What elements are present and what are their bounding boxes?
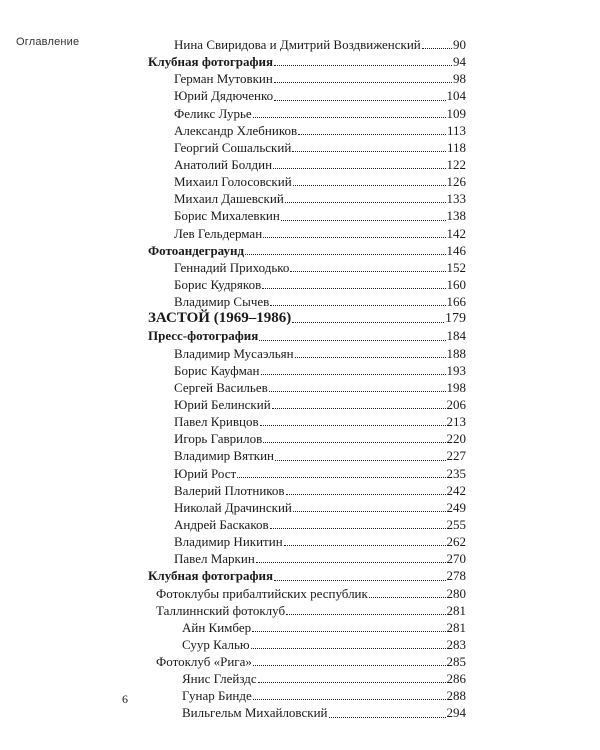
toc-entry-title: Нина Свиридова и Дмитрий Воздвиженский xyxy=(174,37,421,52)
toc-entry-page: 122 xyxy=(446,156,466,172)
toc-entry xyxy=(148,413,466,430)
toc-entry-title: Георгий Сошальский xyxy=(174,139,292,155)
toc-entry-page: 193 xyxy=(446,362,466,378)
toc-entry xyxy=(148,430,466,447)
toc-entry xyxy=(148,87,466,104)
toc-entry-page: 227 xyxy=(446,448,466,464)
toc-entry-title: Фотоклубы прибалтийских республик xyxy=(156,585,368,601)
toc-entry-page: 249 xyxy=(446,499,466,515)
toc-entry-page: 262 xyxy=(446,534,466,550)
toc-entry-page: 288 xyxy=(446,688,466,704)
toc-entry xyxy=(148,687,466,704)
dot-leader xyxy=(252,631,445,632)
toc-entry xyxy=(148,36,466,53)
toc-entry-title: Павел Маркин xyxy=(174,551,255,567)
dot-leader xyxy=(275,460,446,461)
toc-entry-title: Владимир Вяткин xyxy=(174,448,274,464)
toc-entry xyxy=(148,293,466,310)
toc-entry xyxy=(148,550,466,567)
dot-leader xyxy=(260,425,446,426)
dot-leader xyxy=(272,408,446,409)
dot-leader xyxy=(251,648,446,649)
toc-entry xyxy=(148,122,466,139)
toc-entry-page: 146 xyxy=(446,242,466,258)
toc-entry-page: 142 xyxy=(446,225,466,241)
toc-entry-title: Фотоклуб «Рига» xyxy=(156,654,252,670)
dot-leader xyxy=(273,168,445,169)
toc-entry-title: Вильгельм Михайловский xyxy=(182,705,328,721)
dot-leader xyxy=(284,545,446,546)
toc-entry-page: 255 xyxy=(446,516,466,532)
toc-entry-page: 166 xyxy=(446,294,466,310)
toc-entry-page: 160 xyxy=(446,276,466,292)
toc-entry xyxy=(148,482,466,499)
toc-entry xyxy=(148,310,466,327)
dot-leader xyxy=(292,322,444,323)
toc-entry-page: 118 xyxy=(446,139,466,155)
dot-leader xyxy=(253,117,446,118)
toc-entry-page: 278 xyxy=(446,568,466,584)
dot-leader xyxy=(293,185,446,186)
toc-entry xyxy=(148,396,466,413)
toc-entry xyxy=(148,139,466,156)
toc-entry-page: 285 xyxy=(446,654,466,670)
dot-leader xyxy=(269,391,446,392)
toc-entry xyxy=(148,704,466,721)
toc-entry xyxy=(148,379,466,396)
toc-entry xyxy=(148,533,466,550)
dot-leader xyxy=(261,374,446,375)
toc-entry-page: 281 xyxy=(446,602,466,618)
toc-entry-page: 242 xyxy=(446,482,466,498)
toc-entry xyxy=(148,345,466,362)
toc-entry-page: 138 xyxy=(446,208,466,224)
toc-entry xyxy=(148,567,466,584)
toc-entry xyxy=(148,276,466,293)
toc-entry xyxy=(148,105,466,122)
toc-entry xyxy=(148,259,466,276)
toc-entry-page: 179 xyxy=(445,311,466,327)
toc-entry-page: 283 xyxy=(446,636,466,652)
toc-entry-title: Пресс-фотография xyxy=(148,328,259,344)
dot-leader xyxy=(293,511,446,512)
dot-leader xyxy=(295,357,446,358)
dot-leader xyxy=(422,48,452,49)
toc-entry-title: Юрий Белинский xyxy=(174,396,271,412)
toc-entry-title: Валерий Плотников xyxy=(174,482,285,498)
toc-entry-title: Игорь Гаврилов xyxy=(174,431,263,447)
dot-leader xyxy=(286,494,446,495)
toc-entry-title: Михаил Дашевский xyxy=(174,191,284,207)
toc-entry-page: 235 xyxy=(446,465,466,481)
toc-entry xyxy=(148,362,466,379)
dot-leader xyxy=(369,597,446,598)
toc-entry-page: 113 xyxy=(446,122,466,138)
toc-entry-title: Борис Михалевкин xyxy=(174,208,280,224)
toc-entry-title: Борис Кауфман xyxy=(174,362,260,378)
toc-entry xyxy=(148,670,466,687)
toc-entry-page: 188 xyxy=(446,345,466,361)
toc-entry-title: Юрий Дядюченко xyxy=(174,88,274,104)
running-head: Оглавление xyxy=(16,36,80,48)
dot-leader xyxy=(270,528,446,529)
dot-leader xyxy=(245,254,445,255)
toc-entry xyxy=(148,585,466,602)
toc-entry-title: Владимир Мусаэльян xyxy=(174,345,294,361)
dot-leader xyxy=(298,134,446,135)
toc-entry-title: Таллиннский фотоклуб xyxy=(156,602,286,618)
toc-entry-page: 206 xyxy=(446,396,466,412)
toc-entry-page: 281 xyxy=(446,619,466,635)
toc-entry-title: Анатолий Болдин xyxy=(174,156,273,172)
toc-entry-title: Герман Мутовкин xyxy=(174,71,273,87)
dot-leader xyxy=(274,82,452,83)
toc-entry-title: Геннадий Приходько xyxy=(174,259,290,275)
toc-entry-title: Клубная фотография xyxy=(148,568,274,584)
toc-entry xyxy=(148,156,466,173)
toc-entry-title: Николай Драчинский xyxy=(174,499,292,515)
toc-entry-title: Александр Хлебников xyxy=(174,122,298,138)
toc-entry xyxy=(148,225,466,242)
toc-entry xyxy=(148,516,466,533)
dot-leader xyxy=(285,202,446,203)
toc-entry-title: Михаил Голосовский xyxy=(174,174,292,190)
table-of-contents xyxy=(148,36,466,722)
toc-entry-title: Юрий Рост xyxy=(174,465,237,481)
toc-entry-title: Суур Калью xyxy=(182,636,250,652)
dot-leader xyxy=(281,220,446,221)
toc-entry-page: 286 xyxy=(446,671,466,687)
toc-entry-title: Айн Кимбер xyxy=(182,619,252,635)
dot-leader xyxy=(329,717,446,718)
toc-entry-page: 270 xyxy=(446,551,466,567)
toc-entry-page: 94 xyxy=(453,54,466,70)
toc-entry-page: 126 xyxy=(446,174,466,190)
dot-leader xyxy=(263,442,445,443)
toc-entry-page: 280 xyxy=(446,585,466,601)
toc-entry-page: 90 xyxy=(453,37,466,52)
toc-entry xyxy=(148,636,466,653)
toc-entry-title: Клубная фотография xyxy=(148,54,274,70)
dot-leader xyxy=(237,477,445,478)
toc-entry-title: Андрей Баскаков xyxy=(174,516,269,532)
toc-entry-page: 109 xyxy=(446,105,466,121)
toc-entry xyxy=(148,190,466,207)
dot-leader xyxy=(258,682,446,683)
toc-entry-page: 184 xyxy=(446,328,466,344)
toc-entry-page: 98 xyxy=(453,71,466,87)
toc-entry-title: Владимир Никитин xyxy=(174,534,283,550)
toc-entry-title: Феликс Лурье xyxy=(174,105,252,121)
dot-leader xyxy=(274,65,452,66)
toc-entry-title: Сергей Васильев xyxy=(174,379,268,395)
toc-entry-page: 152 xyxy=(446,259,466,275)
toc-entry-title: Борис Кудряков xyxy=(174,276,262,292)
toc-entry xyxy=(148,653,466,670)
dot-leader xyxy=(286,614,445,615)
toc-entry xyxy=(148,207,466,224)
dot-leader xyxy=(253,699,446,700)
dot-leader xyxy=(292,151,446,152)
toc-entry xyxy=(148,447,466,464)
dot-leader xyxy=(263,237,445,238)
toc-entry xyxy=(148,499,466,516)
dot-leader xyxy=(259,340,445,341)
toc-entry-title: Владимир Сычев xyxy=(174,294,270,310)
toc-entry-title: Гунар Бинде xyxy=(182,688,252,704)
toc-entry-title: Лев Гельдерман xyxy=(174,225,263,241)
toc-entry-title: Павел Кривцов xyxy=(174,414,259,430)
toc-entry-page: 104 xyxy=(446,88,466,104)
toc-entry xyxy=(148,242,466,259)
toc-entry-title: Фотоандеграунд xyxy=(148,242,245,258)
toc-entry-title: Янис Глейздс xyxy=(182,671,257,687)
toc-entry xyxy=(148,602,466,619)
toc-entry-page: 294 xyxy=(446,705,466,721)
dot-leader xyxy=(270,305,445,306)
toc-entry-page: 133 xyxy=(446,191,466,207)
toc-entry-title: ЗАСТОЙ (1969–1986) xyxy=(148,310,292,327)
toc-entry xyxy=(148,465,466,482)
dot-leader xyxy=(274,100,445,101)
toc-entry xyxy=(148,619,466,636)
toc-entry-page: 220 xyxy=(446,431,466,447)
dot-leader xyxy=(262,288,445,289)
toc-entry xyxy=(148,173,466,190)
dot-leader xyxy=(256,562,446,563)
dot-leader xyxy=(290,271,445,272)
dot-leader xyxy=(253,665,446,666)
page-number: 6 xyxy=(122,692,128,706)
toc-entry xyxy=(148,70,466,87)
dot-leader xyxy=(274,580,445,581)
toc-entry xyxy=(148,53,466,70)
toc-entry xyxy=(148,327,466,344)
toc-entry-page: 213 xyxy=(446,414,466,430)
toc-entry-page: 198 xyxy=(446,379,466,395)
